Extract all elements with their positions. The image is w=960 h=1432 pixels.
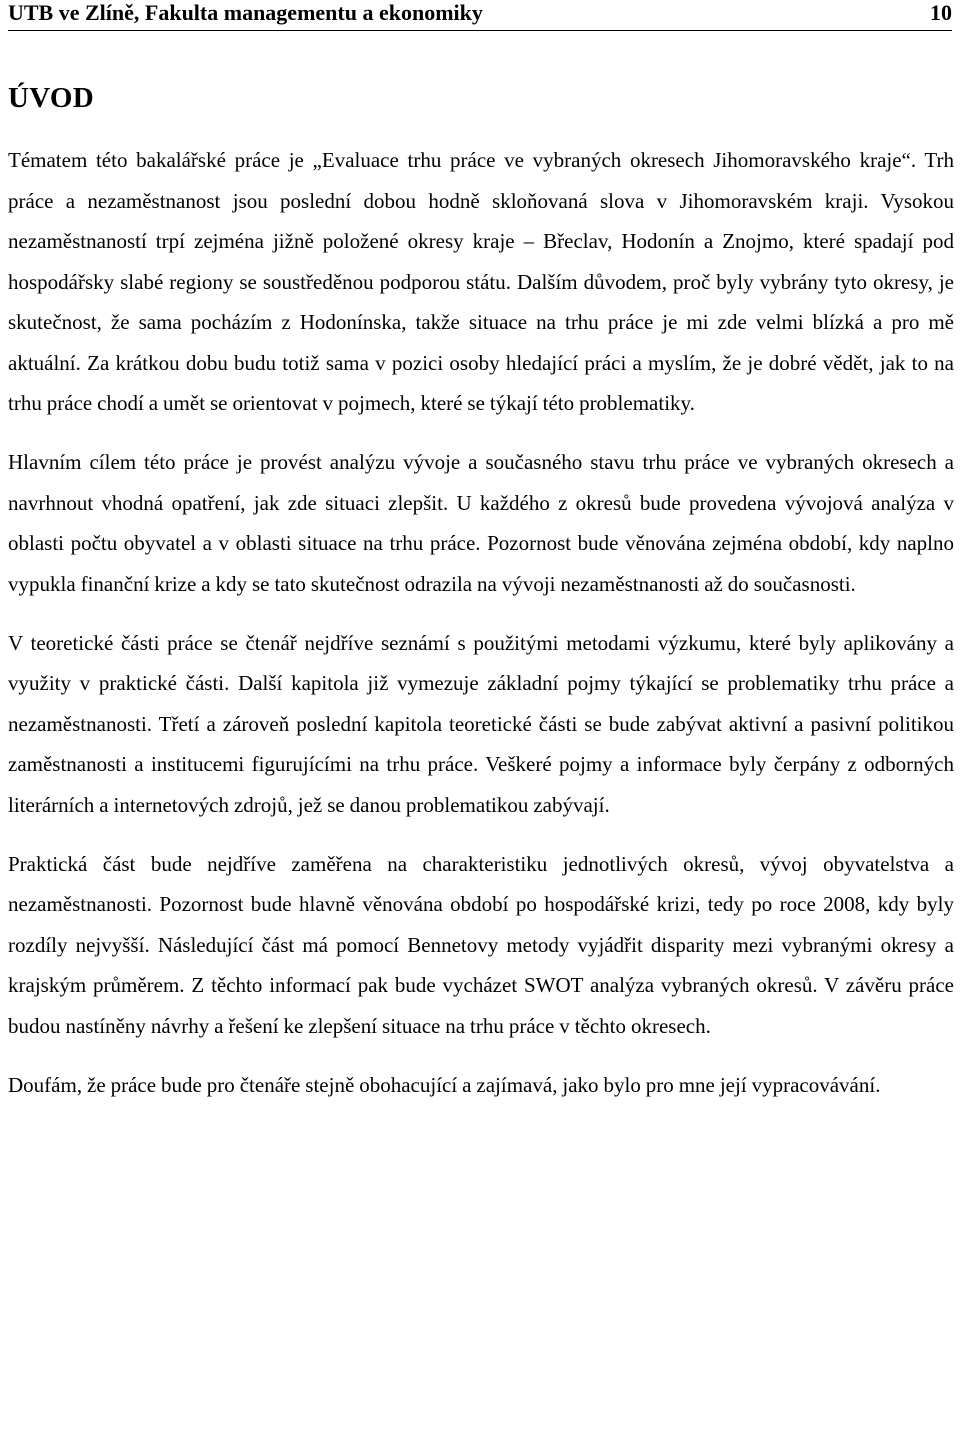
paragraph-closing: Doufám, že práce bude pro čtenáře stejně obohacující a zajímavá, jako bylo pro mne její vypracovávání.	[8, 1072, 881, 1097]
body-text	[8, 140, 954, 1124]
header-divider	[8, 30, 952, 31]
paragraph-intro: Tématem této bakalářské práce je „Evaluace trhu práce ve vybraných okresech Jihomoravského kraje“. Trh práce a nezaměstnanost jsou poslední dobou hodně skloňovaná slova v Jihomoravském kraji. Vysokou nezaměstnaností trpí zejména jižně položené okresy kraje – Břeclav, Hodonín a Znojmo, které spadají pod hospodářsky slabé regiony se soustředěnou podporou státu. Dalším důvodem, proč byly vybrány tyto okresy, je skutečnost, že sama pocházím z Hodonínska, takže situace na trhu práce je mi zde velmi blízká a pro mě aktuální. Za krátkou dobu budu totiž sama v pozici osoby hledající práci a myslím, že je dobré vědět, jak to na trhu práce chodí a umět se orientovat v pojmech, které se týkají této problematiky.	[8, 148, 954, 415]
paragraph-goal: Hlavním cílem této práce je provést analýzu vývoje a současného stavu trhu práce ve vybraných okresech a navrhnout vhodná opatření, jak zde situaci zlepšit. U každého z okresů bude provedena vývojová analýza v oblasti počtu obyvatel a v oblasti situace na trhu práce. Pozornost bude věnována zejména období, kdy naplno vypukla finanční krize a kdy se tato skutečnost odrazila na vývoji nezaměstnanosti až do současnosti.	[8, 450, 954, 596]
page-number: 10	[930, 0, 952, 25]
header-title: UTB ve Zlíně, Fakulta managementu a ekonomiky	[8, 0, 483, 25]
section-heading: ÚVOD	[8, 82, 95, 114]
running-header	[8, 0, 952, 28]
paragraph-practical: Praktická část bude nejdříve zaměřena na charakteristiku jednotlivých okresů, vývoj obyvatelstva a nezaměstnanosti. Pozornost bude hlavně věnována období po hospodářské krizi, tedy po roce 2008, kdy byly rozdíly nejvyšší. Následující část má pomocí Bennetovy metody vyjádřit disparity mezi vybranými okresy a krajským průměrem. Z těchto informací pak bude vycházet SWOT analýza vybraných okresů. V závěru práce budou nastíněny návrhy a řešení ke zlepšení situace na trhu práce v těchto okresech.	[8, 851, 954, 1038]
paragraph-theory: V teoretické části práce se čtenář nejdříve seznámí s použitými metodami výzkumu, které byly aplikovány a využity v praktické části. Další kapitola již vymezuje základní pojmy týkající se problematiky trhu práce a nezaměstnanosti. Třetí a zároveň poslední kapitola teoretické části se bude zabývat aktivní a pasivní politikou zaměstnanosti a institucemi figurujícími na trhu práce. Veškeré pojmy a informace byly čerpány z odborných literárních a internetových zdrojů, jež se danou problematikou zabývají.	[8, 630, 954, 817]
